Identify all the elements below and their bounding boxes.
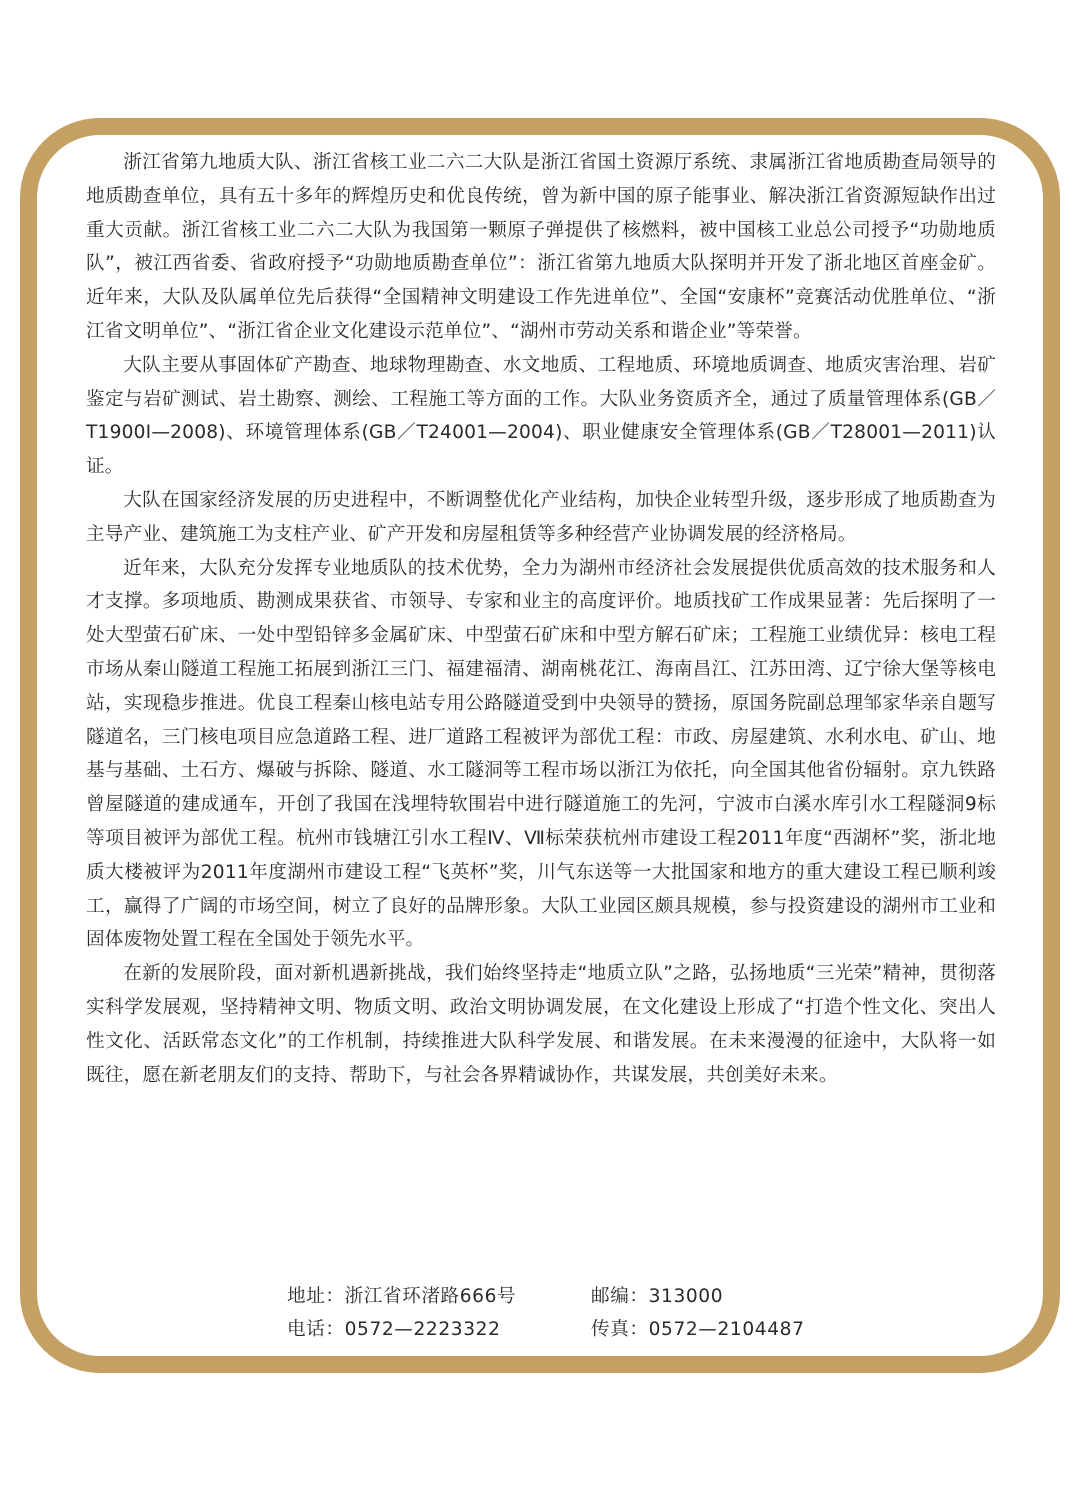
phone-text: 电话：0572—2223322 bbox=[287, 1319, 501, 1340]
postcode-text: 邮编：313000 bbox=[591, 1286, 724, 1307]
address-text: 地址：浙江省环渚路666号 bbox=[287, 1286, 517, 1307]
paragraph-achievements: 近年来，大队充分发挥专业地质队的技术优势，全力为湖州市经济社会发展提供优质高效的技术服务和人才支撑。多项地质、勘测成果获省、市领导、专家和业主的高度评价。地质找矿工作成果显著：先后探明了一处大型萤石矿床、一处中型铅锌多金属矿床、中型萤石矿床和中型方解石矿床；工程施工业绩优异：核电工程市场从秦山隧道工程施工拓展到浙江三门、福建福清、湖南桃花江、海南昌江、江苏田湾、辽宁徐大堡等核电站，实现稳步推进。优良工程秦山核电站专用公路隧道受到中央领导的赞扬，原国务院副总理邹家华亲自题写隧道名，三门核电项目应急道路工程、进厂道路工程被评为部优工程：市政、房屋建筑、水利水电、矿山、地基与基础、土石方、爆破与拆除、隧道、水工隧洞等工程市场以浙江为依托，向全国其他省份辐射。京九铁路曾屋隧道的建成通车，开创了我国在浅埋特软围岩中进行隧道施工的先河，宁波市白溪水库引水工程隧洞9标等项目被评为部优工程。杭州市钱塘江引水工程Ⅳ、Ⅶ标荣获杭州市建设工程2011年度“西湖杯”奖，浙北地质大楼被评为2011年度湖州市建设工程“飞英杯”奖，川气东送等一大批国家和地方的重大建设工程已顺利竣工，赢得了广阔的市场空间，树立了良好的品牌形象。大队工业园区颇具规模，参与投资建设的湖州市工业和固体废物处置工程在全国处于领先水平。 bbox=[86, 557, 996, 951]
paragraph-outlook: 在新的发展阶段，面对新机遇新挑战，我们始终坚持走“地质立队”之路，弘扬地质“三光荣”精神，贯彻落实科学发展观，坚持精神文明、物质文明、政治文明协调发展，在文化建设上形成了“打造个性文化、突出人性文化、活跃常态文化”的工作机制，持续推进大队科学发展、和谐发展。在未来漫漫的征途中，大队将一如既往，愿在新老朋友们的支持、帮助下，与社会各界精诚协作，共谋发展，共创美好未来。 bbox=[86, 963, 996, 1086]
paragraph-industry-structure: 大队在国家经济发展的历史进程中，不断调整优化产业结构，加快企业转型升级，逐步形成了地质勘查为主导产业、建筑施工为支柱产业、矿产开发和房屋租赁等多种经营产业协调发展的经济格局。 bbox=[86, 489, 996, 545]
intro-text bbox=[86, 146, 996, 1092]
paragraph-business-scope: 大队主要从事固体矿产勘查、地球物理勘查、水文地质、工程地质、环境地质调查、地质灾害治理、岩矿鉴定与岩矿测试、岩土勘察、测绘、工程施工等方面的工作。大队业务资质齐全，通过了质量管理体系(GB／T1900I—2008)、环境管理体系(GB／T24001—2004)、职业健康安全管理体系(GB／T28001—2011)认证。 bbox=[86, 354, 996, 478]
contact-row-phone bbox=[287, 1313, 805, 1346]
contact-row-address bbox=[287, 1280, 805, 1313]
contact-info bbox=[287, 1280, 805, 1346]
fax-text: 传真：0572—2104487 bbox=[591, 1319, 805, 1340]
paragraph-history: 浙江省第九地质大队、浙江省核工业二六二大队是浙江省国土资源厅系统、隶属浙江省地质勘查局领导的地质勘查单位，具有五十多年的辉煌历史和优良传统，曾为新中国的原子能事业、解决浙江省资源短缺作出过重大贡献。浙江省核工业二六二大队为我国第一颗原子弹提供了核燃料，被中国核工业总公司授予“功勋地质队”，被江西省委、省政府授予“功勋地质勘查单位”：浙江省第九地质大队探明并开发了浙北地区首座金矿。近年来，大队及队属单位先后获得“全国精神文明建设工作先进单位”、全国“安康杯”竞赛活动优胜单位、“浙江省文明单位”、“浙江省企业文化建设示范单位”、“湖州市劳动关系和谐企业”等荣誉。 bbox=[86, 152, 996, 342]
